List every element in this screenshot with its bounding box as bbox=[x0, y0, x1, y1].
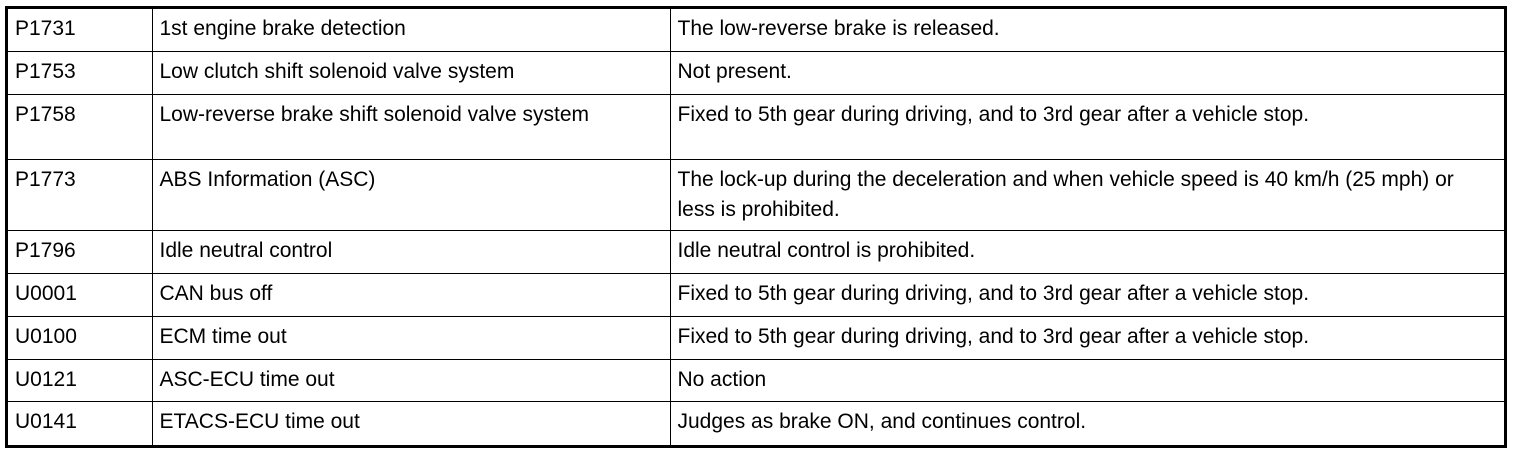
dtc-code-cell: P1773 bbox=[8, 159, 152, 230]
table-row bbox=[8, 9, 1504, 52]
table-row bbox=[8, 402, 1504, 445]
fail-safe-action-cell: Fixed to 5th gear during driving, and to 3rd gear after a vehicle stop. bbox=[670, 95, 1504, 159]
fail-safe-action-cell: Not present. bbox=[670, 52, 1504, 95]
dtc-code-cell: U0141 bbox=[8, 402, 152, 445]
dtc-table bbox=[8, 9, 1504, 445]
table-row bbox=[8, 359, 1504, 402]
table-row bbox=[8, 316, 1504, 359]
table-row bbox=[8, 95, 1504, 159]
fail-safe-action-cell: Idle neutral control is prohibited. bbox=[670, 230, 1504, 273]
dtc-code-cell: U0001 bbox=[8, 273, 152, 316]
table-row bbox=[8, 159, 1504, 230]
dtc-code-cell: P1753 bbox=[8, 52, 152, 95]
fail-safe-action-cell: No action bbox=[670, 359, 1504, 402]
diagnostic-item-cell: ABS Information (ASC) bbox=[152, 159, 670, 230]
diagnostic-item-cell: ECM time out bbox=[152, 316, 670, 359]
fail-safe-action-cell: Judges as brake ON, and continues control. bbox=[670, 402, 1504, 445]
diagnostic-item-cell: Low-reverse brake shift solenoid valve system bbox=[152, 95, 670, 159]
fail-safe-action-cell: The lock-up during the deceleration and when vehicle speed is 40 km/h (25 mph) or less is prohibited. bbox=[670, 159, 1504, 230]
dtc-code-cell: U0121 bbox=[8, 359, 152, 402]
table-row bbox=[8, 230, 1504, 273]
fail-safe-action-cell: Fixed to 5th gear during driving, and to 3rd gear after a vehicle stop. bbox=[670, 273, 1504, 316]
dtc-table-frame bbox=[5, 6, 1507, 448]
table-row bbox=[8, 273, 1504, 316]
diagnostic-item-cell: ASC-ECU time out bbox=[152, 359, 670, 402]
diagnostic-item-cell: Low clutch shift solenoid valve system bbox=[152, 52, 670, 95]
diagnostic-item-cell: ETACS-ECU time out bbox=[152, 402, 670, 445]
dtc-code-cell: P1758 bbox=[8, 95, 152, 159]
diagnostic-item-cell: Idle neutral control bbox=[152, 230, 670, 273]
dtc-code-cell: U0100 bbox=[8, 316, 152, 359]
fail-safe-action-cell: The low-reverse brake is released. bbox=[670, 9, 1504, 52]
dtc-code-cell: P1796 bbox=[8, 230, 152, 273]
dtc-code-cell: P1731 bbox=[8, 9, 152, 52]
diagnostic-item-cell: 1st engine brake detection bbox=[152, 9, 670, 52]
fail-safe-action-cell: Fixed to 5th gear during driving, and to 3rd gear after a vehicle stop. bbox=[670, 316, 1504, 359]
table-row bbox=[8, 52, 1504, 95]
diagnostic-item-cell: CAN bus off bbox=[152, 273, 670, 316]
